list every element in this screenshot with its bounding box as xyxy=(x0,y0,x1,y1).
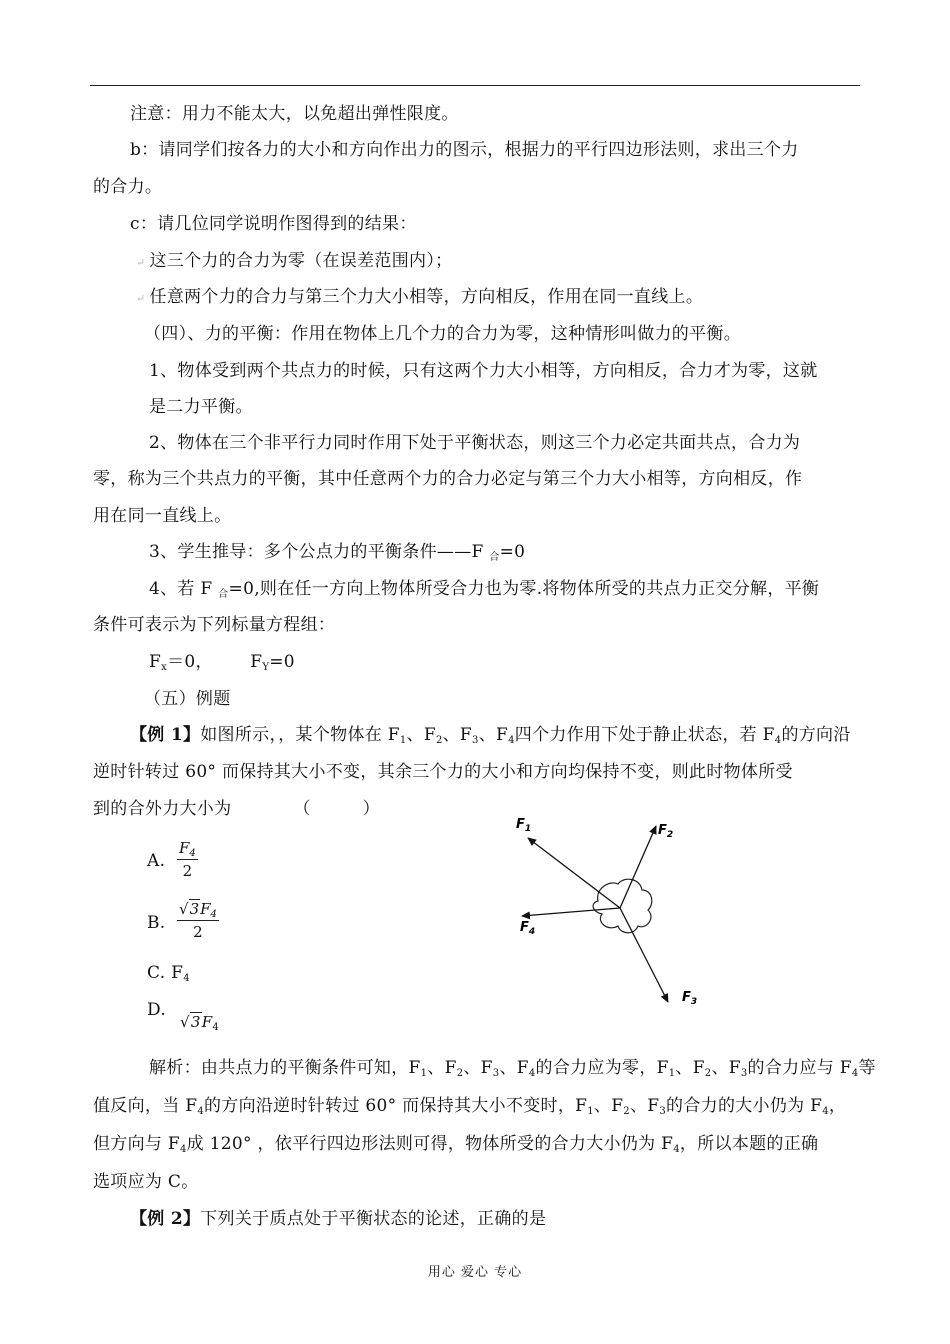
text-line: 解析：由共点力的平衡条件可知，$F_1$、$F_2$、$F_3$、$F_4$的合力应为零，$F_1$、$F_2$、$F_3$的合力应与 $F_4$等 xyxy=(149,1058,876,1079)
text-line: 但方向与 $F_4$成 120° ，依平行四边形法则可得，物体所受的合力大小仍为 $F_4$，所以本题的正确 xyxy=(93,1134,819,1155)
paragraph-mark-icon: ↵ xyxy=(136,292,146,305)
text-line: 2、物体在三个非平行力同时作用下处于平衡状态，则这三个力必定共面共点，合力为 xyxy=(149,433,801,453)
header-rule xyxy=(90,85,860,86)
section-heading: （四）、力的平衡：作用在物体上几个力的合力为零，这种情形叫做力的平衡。 xyxy=(144,324,741,344)
page-footer: 用心 爱心 专心 xyxy=(427,1265,523,1280)
text-line: 是二力平衡。 xyxy=(149,397,253,417)
label-f1: $F_1$ xyxy=(516,817,532,834)
text-line: ↵ 这三个力的合力为零（在误差范围内）； xyxy=(136,251,453,271)
text-line: b：请同学们按各力的大小和方向作出力的图示，根据力的平行四边形法则，求出三个力 xyxy=(130,140,799,160)
text-line: 【例 2】下列关于质点处于平衡状态的论述，正确的是 xyxy=(130,1209,547,1229)
force-diagram xyxy=(500,808,720,1028)
force-arrow-f1 xyxy=(528,838,620,908)
text-line: 1、物体受到两个共点力的时候，只有这两个力大小相等，方向相反，合力才为零，这就 xyxy=(149,361,818,381)
example-heading: 【例 1】 xyxy=(130,725,201,745)
text-line: 的合力。 xyxy=(93,177,163,197)
text-line: ↵ 任意两个力的合力与第三个力大小相等，方向相反，作用在同一直线上。 xyxy=(136,287,704,307)
option-d-label: D. xyxy=(147,1000,167,1020)
option-b-label: B. xyxy=(147,913,166,933)
label-f3: $F_3$ xyxy=(682,990,698,1007)
text-line: 3、学生推导：多个公点力的平衡条件——F $_合$=0 xyxy=(149,542,526,563)
text-line: 用在同一直线上。 xyxy=(93,506,232,526)
text-line: 【例 1】如图所示，，某个物体在 $F_1$、$F_2$、$F_3$、$F_4$四个力作用下处于静止状态，若 $F_4$的方向沿 xyxy=(130,725,851,746)
section-heading: （五）例题 xyxy=(144,689,231,709)
paragraph-mark-icon: ↵ xyxy=(136,256,146,269)
example-heading: 【例 2】 xyxy=(130,1209,201,1229)
option-d-expression: $√3F_4$ xyxy=(180,1013,220,1033)
text-line: 值反向，当 $F_4$的方向沿逆时针转过 60° 而保持其大小不变时，$F_1$、$F_2$、$F_3$的合力的大小仍为 $F_4$， xyxy=(93,1096,847,1117)
text-line: 零，称为三个共点力的平衡，其中任意两个力的合力必定与第三个力大小相等，方向相反，作 xyxy=(93,469,803,489)
label-f2: $F_2$ xyxy=(658,823,674,840)
label-f4: $F_4$ xyxy=(520,920,536,937)
option-b-fraction: $\frac{√3F_4}{2}$ xyxy=(179,900,217,941)
option-a-fraction: $\frac{F_4}{2}$ xyxy=(179,839,196,880)
option-c: C. $F_4$ xyxy=(147,963,190,984)
text-line: 条件可表示为下列标量方程组： xyxy=(93,615,336,635)
equation-line: $F_x=0$， $F_Y=0$ xyxy=(149,652,295,673)
text-line: 到的合外力大小为 （ ） xyxy=(93,799,380,819)
text-line: 选项应为 C。 xyxy=(93,1172,199,1192)
text-line: 4、若 F $_合$=0,则在任一方向上物体所受合力也为零.将物体所受的共点力正交分解，平衡 xyxy=(149,579,820,600)
text-line: 逆时针转过 60° 而保持其大小不变，其余三个力的大小和方向均保持不变，则此时物体所受 xyxy=(93,762,793,782)
option-a-label: A. xyxy=(147,851,166,871)
object-blob xyxy=(593,879,652,933)
text-line: c：请几位同学说明作图得到的结果： xyxy=(130,214,417,234)
text-line: 注意：用力不能太大，以免超出弹性限度。 xyxy=(130,104,459,124)
